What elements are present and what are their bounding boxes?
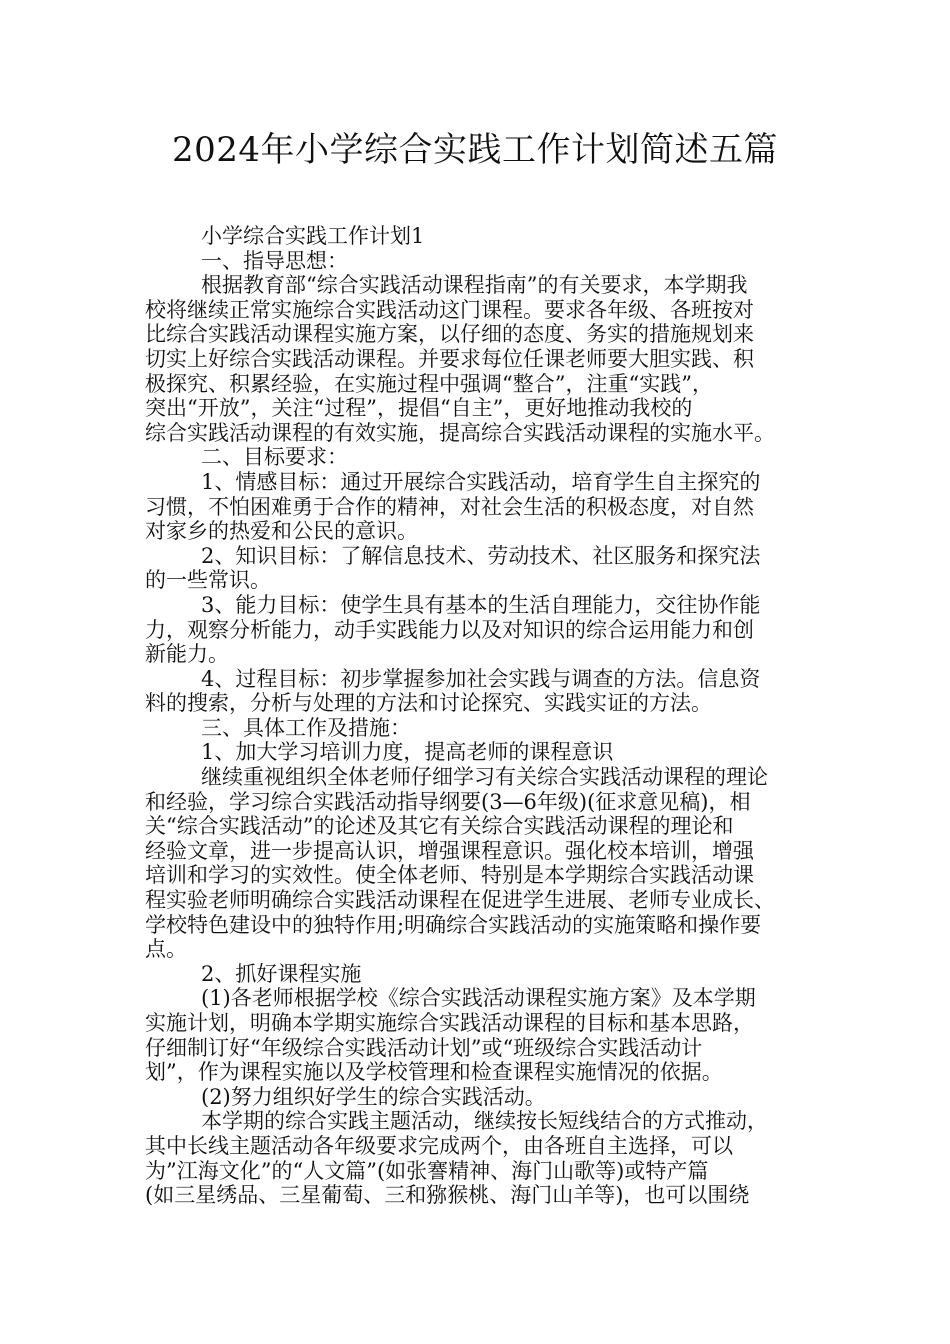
paragraph-line: 实施计划，明确本学期实施综合实践活动课程的目标和基本思路， xyxy=(145,1011,754,1035)
paragraph-line: 点。 xyxy=(145,937,187,962)
paragraph-line: 培训和学习的实效性。使全体老师、特别是本学期综合实践活动课 xyxy=(145,863,754,888)
paragraph-line: 新能力。 xyxy=(145,642,229,667)
paragraph-line: 3、能力目标：使学生具有基本的生活自理能力，交往协作能 xyxy=(201,592,761,617)
paragraph-line: 其中长线主题活动各年级要求完成两个，由各班自主选择，可以 xyxy=(145,1133,733,1158)
paragraph-line: 继续重视组织全体老师仔细学习有关综合实践活动课程的理论 xyxy=(201,765,768,790)
subheading: 三、具体工作及措施： xyxy=(201,715,411,740)
subheading: 一、指导思想： xyxy=(201,248,348,273)
paragraph-line: 综合实践活动课程的有效实施，提高综合实践活动课程的实施水平。 xyxy=(145,420,775,445)
paragraph-line: 关“综合实践活动”的论述及其它有关综合实践活动课程的理论和 xyxy=(145,814,734,839)
paragraph-line: 极探究、积累经验，在实施过程中强调“整合”，注重“实践”， xyxy=(145,371,713,396)
paragraph-line: 2、知识目标：了解信息技术、劳动技术、社区服务和探究法 xyxy=(201,543,761,568)
paragraph-line: 力，观察分析能力，动手实践能力以及对知识的综合运用能力和创 xyxy=(145,617,754,642)
paragraph-line: 的一些常识。 xyxy=(145,568,271,593)
paragraph-line: 和经验，学习综合实践活动指导纲要(3—6年级)(征求意见稿)，相 xyxy=(145,789,751,814)
paragraph-line: 比综合实践活动课程实施方案，以仔细的态度、务实的措施规划来 xyxy=(145,322,754,347)
section-heading: 小学综合实践工作计划1 xyxy=(201,224,425,248)
paragraph-line: (如三星绣品、三星葡萄、三和猕猴桃、海门山羊等)，也可以围绕 xyxy=(145,1183,750,1208)
paragraph-line: 1、情感目标：通过开展综合实践活动，培育学生自主探究的 xyxy=(201,469,761,494)
paragraph-line: 习惯，不怕困难勇于合作的精神，对社会生活的积极态度，对自然 xyxy=(145,494,754,519)
paragraph-line: (1)各老师根据学校《综合实践活动课程实施方案》及本学期 xyxy=(201,986,756,1011)
paragraph-line: 校将继续正常实施综合实践活动这门课程。要求各年级、各班按对 xyxy=(145,297,754,322)
subheading: 二、目标要求： xyxy=(201,445,348,470)
document-title: 2024年小学综合实践工作计划简述五篇 xyxy=(171,130,779,170)
paragraph-line: (2)努力组织好学生的综合实践活动。 xyxy=(201,1084,546,1109)
document-body xyxy=(145,224,825,1208)
paragraph-line: 根据教育部“综合实践活动课程指南”的有关要求，本学期我 xyxy=(201,273,748,298)
paragraph-line: 本学期的综合实践主题活动，继续按长短线结合的方式推动， xyxy=(201,1109,768,1134)
paragraph-line: 料的搜索，分析与处理的方法和讨论探究、实践实证的方法。 xyxy=(145,691,712,716)
paragraph-line: 学校特色建设中的独特作用;明确综合实践活动的实施策略和操作要 xyxy=(145,912,762,937)
paragraph-line: 对家乡的热爱和公民的意识。 xyxy=(145,519,418,544)
paragraph-line: 切实上好综合实践活动课程。并要求每位任课老师要大胆实践、积 xyxy=(145,346,754,371)
paragraph-line: 为”江海文化”的“人文篇”(如张謇精神、海门山歌等)或特产篇 xyxy=(145,1158,709,1183)
paragraph-line: 4、过程目标：初步掌握参加社会实践与调查的方法。信息资 xyxy=(201,666,761,691)
subheading: 2、抓好课程实施 xyxy=(201,961,362,986)
paragraph-line: 经验文章，进一步提高认识，增强课程意识。强化校本培训，增强 xyxy=(145,838,754,863)
subheading: 1、加大学习培训力度，提高老师的课程意识 xyxy=(201,740,614,765)
paragraph-line: 程实验老师明确综合实践活动课程在促进学生进展、老师专业成长、 xyxy=(145,888,775,913)
paragraph-line: 突出“开放”，关注“过程”，提倡“自主”，更好地推动我校的 xyxy=(145,396,693,421)
paragraph-line: 仔细制订好“年级综合实践活动计划”或“班级综合实践活动计 xyxy=(145,1035,703,1060)
paragraph-line: 划”，作为课程实施以及学校管理和检查课程实施情况的依据。 xyxy=(145,1060,723,1085)
